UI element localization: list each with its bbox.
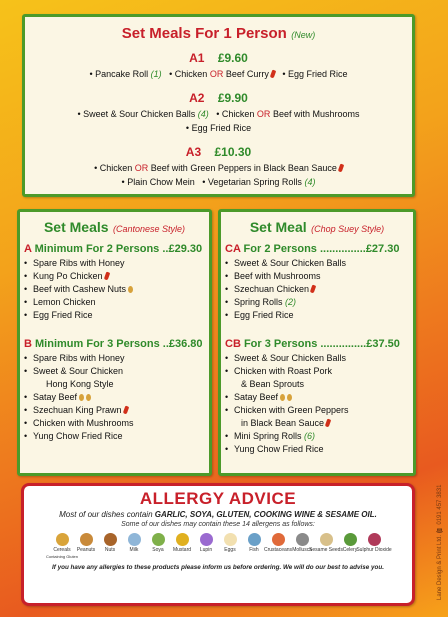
allergen-label: Cereals: [53, 547, 71, 553]
item: Chicken: [99, 163, 133, 173]
molluscs-icon: [296, 533, 309, 546]
allergen-label: Milk: [129, 547, 139, 553]
allergy-panel: [21, 483, 415, 606]
allergen-number: (1): [150, 69, 162, 79]
allergen-crustaceans: [263, 533, 293, 560]
meal-a3-header: [25, 143, 412, 161]
allergen-soya: [147, 533, 169, 560]
set-letter: CB: [225, 338, 241, 350]
allergen-number: (6): [304, 431, 316, 441]
or-word: OR: [209, 69, 224, 79]
list-item: • Spare Ribs with Honey: [20, 257, 209, 270]
one-person-heading: [25, 25, 412, 43]
celery-icon: [344, 533, 357, 546]
list-item: • Egg Fried Rice: [221, 309, 413, 322]
allergen-sulphur-dioxide: [356, 533, 392, 560]
cantonese-panel: [17, 209, 212, 476]
allergy-line-2: Some of our dishes may contain these 14 allergens as follows:: [121, 521, 315, 528]
allergen-fish: [243, 533, 265, 560]
allergen-peanuts: [75, 533, 97, 560]
chop-suey-title: Set Meal: [249, 219, 307, 235]
allergen-sublabel: Containing Gluten: [45, 554, 79, 559]
item: Plain Chow Mein: [127, 177, 195, 187]
chop-suey-tag: (Chop Suey Style): [311, 224, 385, 234]
meal-code: A1: [189, 51, 205, 65]
allergy-line-1: Most of our dishes contain GARLIC, SOYA, GLUTEN, COOKING WINE & SESAME OIL.: [59, 510, 377, 519]
list-item: • Kung Po Chicken: [20, 270, 209, 283]
chili-icon: [338, 164, 344, 173]
item: Beef with Green Peppers in Black Bean Sauce: [150, 163, 337, 173]
list-item: • Chicken with Green Peppers: [221, 404, 413, 417]
allergen-label: Fish: [249, 547, 259, 553]
crustaceans-icon: [272, 533, 285, 546]
peanuts-icon: [80, 533, 93, 546]
meal-a1-items: • Pancake Roll (1) • Chicken OR Beef Curry • Egg Fried Rice: [89, 69, 348, 79]
allergen-eggs: [219, 533, 241, 560]
list-item: • Szechuan King Prawn: [20, 404, 209, 417]
meal-a1-header: [25, 49, 412, 67]
allergen-nuts: [99, 533, 121, 560]
set-price: £29.30: [168, 243, 203, 255]
nut-icon: [280, 394, 285, 401]
set-cb-header: [225, 338, 413, 350]
item: Sweet & Sour Chicken Balls: [83, 109, 196, 119]
one-person-title: Set Meals For 1 Person: [121, 25, 287, 42]
item: Beef with Mushrooms: [272, 109, 360, 119]
meal-a3-items: • Chicken OR Beef with Green Peppers in Black Bean Sauce • Plain Chow Mein • Vegetarian Spring Rolls (4): [25, 161, 412, 189]
set-ca-items: [221, 257, 413, 322]
set-label: For 2 Persons ...............: [243, 243, 366, 255]
or-word: OR: [256, 109, 271, 119]
set-cb-items: [221, 352, 413, 456]
or-word: OR: [134, 163, 149, 173]
set-ca-header: [225, 243, 413, 255]
meal-code: A2: [189, 91, 205, 105]
list-item: • Satay Beef: [20, 391, 209, 404]
allergen-label: Celery: [342, 547, 358, 553]
cantonese-heading: [20, 219, 209, 237]
allergen-label: Sulphur Dioxide: [356, 547, 392, 553]
allergen-label: Nuts: [104, 547, 116, 553]
meal-price: £9.90: [217, 91, 248, 105]
allergy-title: [24, 489, 412, 509]
set-label: Minimum For 3 Persons ..: [35, 338, 169, 350]
allergen-mustard: [171, 533, 193, 560]
allergen-number: (4): [197, 109, 209, 119]
set-price: £37.50: [366, 338, 400, 350]
cantonese-title: Set Meals: [43, 219, 109, 235]
peanut-icon: [287, 394, 292, 401]
list-item: • Szechuan Chicken: [221, 283, 413, 296]
list-item: • Lemon Chicken: [20, 296, 209, 309]
set-letter: B: [24, 338, 32, 350]
meal-price: £9.60: [217, 51, 248, 65]
nut-icon: [79, 394, 84, 401]
set-price: £27.30: [365, 243, 400, 255]
list-item: • Sweet & Sour Chicken: [20, 365, 209, 378]
allergen-label: Crustaceans: [263, 547, 293, 553]
chili-icon: [325, 419, 331, 428]
list-item: • Satay Beef: [221, 391, 413, 404]
item: Egg Fried Rice: [288, 69, 348, 79]
list-item: • Beef with Mushrooms: [221, 270, 413, 283]
allergy-title-text: ALLERGY ADVICE: [139, 489, 297, 508]
set-a-items: [20, 257, 209, 322]
list-item: • Spring Rolls (2): [221, 296, 413, 309]
allergen-label: Molluscs: [292, 547, 312, 553]
allergen-sesame-seeds: [309, 533, 343, 560]
item: Vegetarian Spring Rolls: [207, 177, 302, 187]
list-item: Hong Kong Style: [46, 379, 114, 389]
nuts-icon: [104, 533, 117, 546]
list-item: • Mini Spring Rolls (6): [221, 430, 413, 443]
list-item: & Bean Sprouts: [241, 379, 305, 389]
eggs-icon: [224, 533, 237, 546]
set-letter: A: [24, 243, 32, 255]
allergy-footer: If you have any allergies to these products please inform us before ordering. We will do our best to advise you.: [52, 564, 384, 571]
meal-a2-items: • Sweet & Sour Chicken Balls (4) • Chicken OR Beef with Mushrooms • Egg Fried Rice: [77, 109, 360, 133]
list-item: • Sweet & Sour Chicken Balls: [221, 352, 413, 365]
allergen-label: Eggs: [224, 547, 236, 553]
set-letter: CA: [225, 243, 241, 255]
new-tag: (New): [291, 30, 316, 40]
allergen-label: Sesame Seeds: [309, 547, 343, 553]
allergen-cereals: [45, 533, 79, 560]
chop-suey-heading: [221, 219, 413, 237]
lupin-icon: [200, 533, 213, 546]
meal-a2-header: [25, 89, 412, 107]
list-item: • Chicken with Mushrooms: [20, 417, 209, 430]
chili-icon: [122, 406, 128, 415]
chop-suey-panel: [218, 209, 416, 476]
list-item: • Yung Chow Fried Rice: [221, 443, 413, 456]
mustard-icon: [176, 533, 189, 546]
set-label: Minimum For 2 Persons ..: [34, 243, 169, 255]
list-item: • Beef with Cashew Nuts: [20, 283, 209, 296]
chili-icon: [270, 70, 276, 79]
item: Pancake Roll: [95, 69, 149, 79]
list-item: • Spare Ribs with Honey: [20, 352, 209, 365]
item: Egg Fried Rice: [191, 123, 252, 133]
nut-icon: [128, 286, 133, 293]
allergen-label: Mustard: [172, 547, 192, 553]
list-item: in Black Bean Sauce: [221, 417, 413, 430]
list-item: • Egg Fried Rice: [20, 309, 209, 322]
fish-icon: [248, 533, 261, 546]
soya-icon: [152, 533, 165, 546]
printer-credit: Lane Design & Print Ltd. ☎ 0191 457 3831: [437, 484, 443, 600]
list-item: • Yung Chow Fried Rice: [20, 430, 209, 443]
allergen-label: Peanuts: [76, 547, 96, 553]
allergen-lupin: [195, 533, 217, 560]
allergen-milk: [123, 533, 145, 560]
cantonese-tag: (Cantonese Style): [113, 224, 186, 234]
set-a-header: [24, 243, 209, 255]
sulphur-dioxide-icon: [368, 533, 381, 546]
allergen-number: (2): [285, 297, 297, 307]
chili-icon: [310, 285, 316, 294]
chili-icon: [103, 272, 109, 281]
cereals-icon: [56, 533, 69, 546]
one-person-panel: [22, 14, 415, 197]
milk-icon: [128, 533, 141, 546]
set-b-header: [24, 338, 209, 350]
meal-price: £10.30: [214, 145, 252, 159]
set-price: £36.80: [168, 338, 203, 350]
meal-code: A3: [185, 145, 202, 159]
item: Chicken: [174, 69, 208, 79]
sesame-seeds-icon: [320, 533, 333, 546]
set-label: For 3 Persons ...............: [243, 338, 367, 350]
allergen-label: Soya: [152, 547, 164, 553]
list-item: • Chicken with Roast Pork: [221, 365, 413, 378]
peanut-icon: [86, 394, 91, 401]
list-item: • Sweet & Sour Chicken Balls: [221, 257, 413, 270]
allergen-label: Lupin: [199, 547, 213, 553]
set-b-items: [20, 352, 209, 443]
item: Chicken: [221, 109, 255, 119]
item: Beef Curry: [225, 69, 269, 79]
allergen-row: [24, 533, 412, 560]
allergen-number: (4): [304, 177, 316, 187]
